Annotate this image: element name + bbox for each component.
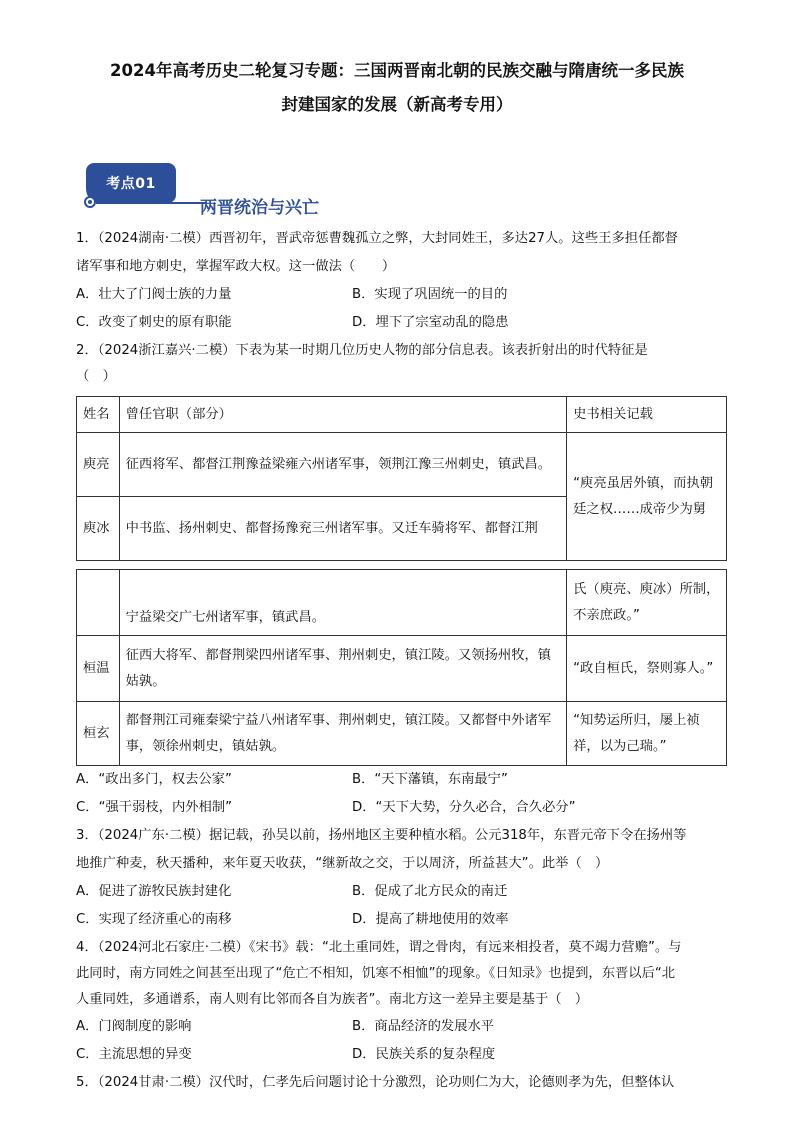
q4-stem-line-3: 人重同姓，多通谱系，南人则有比邻而各自为族者”。南北方这一差异主要是基于（ ）: [76, 992, 589, 1007]
topic-badge: 考点01: [86, 163, 176, 203]
header-name: 姓名: [77, 397, 120, 433]
table-row: [77, 570, 727, 636]
cell-record: “政自桓氏，祭则寡人。”: [567, 636, 727, 702]
q1-option-a: A．壮大了门阀士族的力量: [76, 287, 232, 302]
cell-name: [77, 570, 120, 636]
table-row: [77, 433, 727, 497]
cell-office: 中书监、扬州刺史、都督扬豫兖三州诸军事。又迁车骑将军、都督江荆: [119, 497, 567, 561]
cell-office: 都督荆江司雍秦梁宁益八州诸军事、荆州刺史，镇江陵。又都督中外诸军事，领徐州刺史，镇姑孰。: [119, 702, 567, 766]
q2-option-a: A．“政出多门，权去公家”: [76, 772, 232, 787]
table-row: [77, 636, 727, 702]
q1-option-d: D．埋下了宗室动乱的隐患: [352, 315, 509, 330]
title-line-1: 2024年高考历史二轮复习专题：三国两晋南北朝的民族交融与隋唐统一多民族: [110, 61, 684, 80]
q3-option-d: D．提高了耕地使用的效率: [352, 912, 509, 927]
badge-dot-icon: [84, 196, 96, 208]
cell-office: 宁益梁交广七州诸军事，镇武昌。: [119, 570, 567, 636]
q5-stem-line-1: 5．（2024甘肃·二模）汉代时，仁孝先后问题讨论十分激烈，论功则仁为大，论德则孝为先，但整体认: [76, 1075, 675, 1090]
q3-option-c: C．实现了经济重心的南移: [76, 912, 232, 927]
q1-stem-line-1: 1．（2024湖南·二模）西晋初年，晋武帝惩曹魏孤立之弊，大封同姓王，多达27人。这些王多担任都督: [76, 231, 678, 246]
q3-option-a: A．促进了游牧民族封建化: [76, 884, 232, 899]
document-title: [40, 54, 754, 122]
cell-office: 征西将军、都督江荆豫益梁雍六州诸军事，领荆江豫三州刺史，镇武昌。: [119, 433, 567, 497]
q4-stem-line-2: 此同时，南方同姓之间甚至出现了“危亡不相知，饥寒不相恤”的现象。《日知录》也提到，东晋以后“北: [76, 966, 676, 981]
q3-option-b: B．促成了北方民众的南迁: [352, 884, 508, 899]
q2-stem-line-1: 2．（2024浙江嘉兴·二模）下表为某一时期几位历史人物的部分信息表。该表折射出的时代特征是: [76, 343, 648, 358]
cell-record: 氏（庾亮、庾冰）所制，不亲庶政。”: [567, 570, 727, 636]
cell-record: “庾亮虽居外镇，而执朝廷之权……成帝少为舅: [567, 433, 727, 561]
table-row: [77, 702, 727, 766]
q2-stem-line-2: （ ）: [76, 369, 116, 384]
q1-stem-line-2: 诸军事和地方刺史，掌握军政大权。这一做法（ ）: [76, 259, 396, 274]
q3-stem-line-2: 地推广种麦，秋天播种，来年夏天收获，“继新故之交，于以周济，所益甚大”。此举（ ）: [76, 856, 609, 871]
cell-name: 桓玄: [77, 702, 120, 766]
q4-stem-line-1: 4．（2024河北石家庄·二模）《宋书》载：“北土重同姓，谓之骨肉，有远来相投者，莫不竭力营赡”。与: [76, 940, 682, 955]
q3-stem-line-1: 3．（2024广东·二模）据记载，孙吴以前，扬州地区主要种植水稻。公元318年，东晋元帝下令在扬州等: [76, 828, 687, 843]
q2-option-c: C．“强干弱枝，内外相制”: [76, 800, 233, 815]
cell-name: 庾亮: [77, 433, 120, 497]
table-header-row: [77, 397, 727, 433]
q4-option-a: A．门阀制度的影响: [76, 1019, 192, 1034]
q4-option-b: B．商品经济的发展水平: [352, 1019, 495, 1034]
cell-name: 庾冰: [77, 497, 120, 561]
header-office: 曾任官职（部分）: [119, 397, 567, 433]
q1-option-c: C．改变了刺史的原有职能: [76, 315, 232, 330]
q2-option-d: D．“天下大势，分久必合，合久必分”: [352, 800, 576, 815]
q4-option-c: C．主流思想的异变: [76, 1047, 192, 1062]
q2-option-b: B．“天下藩镇，东南最宁”: [352, 772, 508, 787]
info-table-part-1: [76, 396, 727, 561]
cell-name: 桓温: [77, 636, 120, 702]
info-table-part-2: [76, 569, 727, 766]
badge-underline: [96, 202, 206, 204]
cell-office: 征西大将军、都督荆梁四州诸军事、荆州刺史，镇江陵。又领扬州牧，镇姑孰。: [119, 636, 567, 702]
section-title: 两晋统治与兴亡: [200, 198, 319, 218]
cell-record: “知势运所归，屡上祯祥，以为己瑞。”: [567, 702, 727, 766]
title-line-2: 封建国家的发展（新高考专用）: [281, 95, 513, 114]
q4-option-d: D．民族关系的复杂程度: [352, 1047, 496, 1062]
header-record: 史书相关记载: [567, 397, 727, 433]
q1-option-b: B．实现了巩固统一的目的: [352, 287, 508, 302]
